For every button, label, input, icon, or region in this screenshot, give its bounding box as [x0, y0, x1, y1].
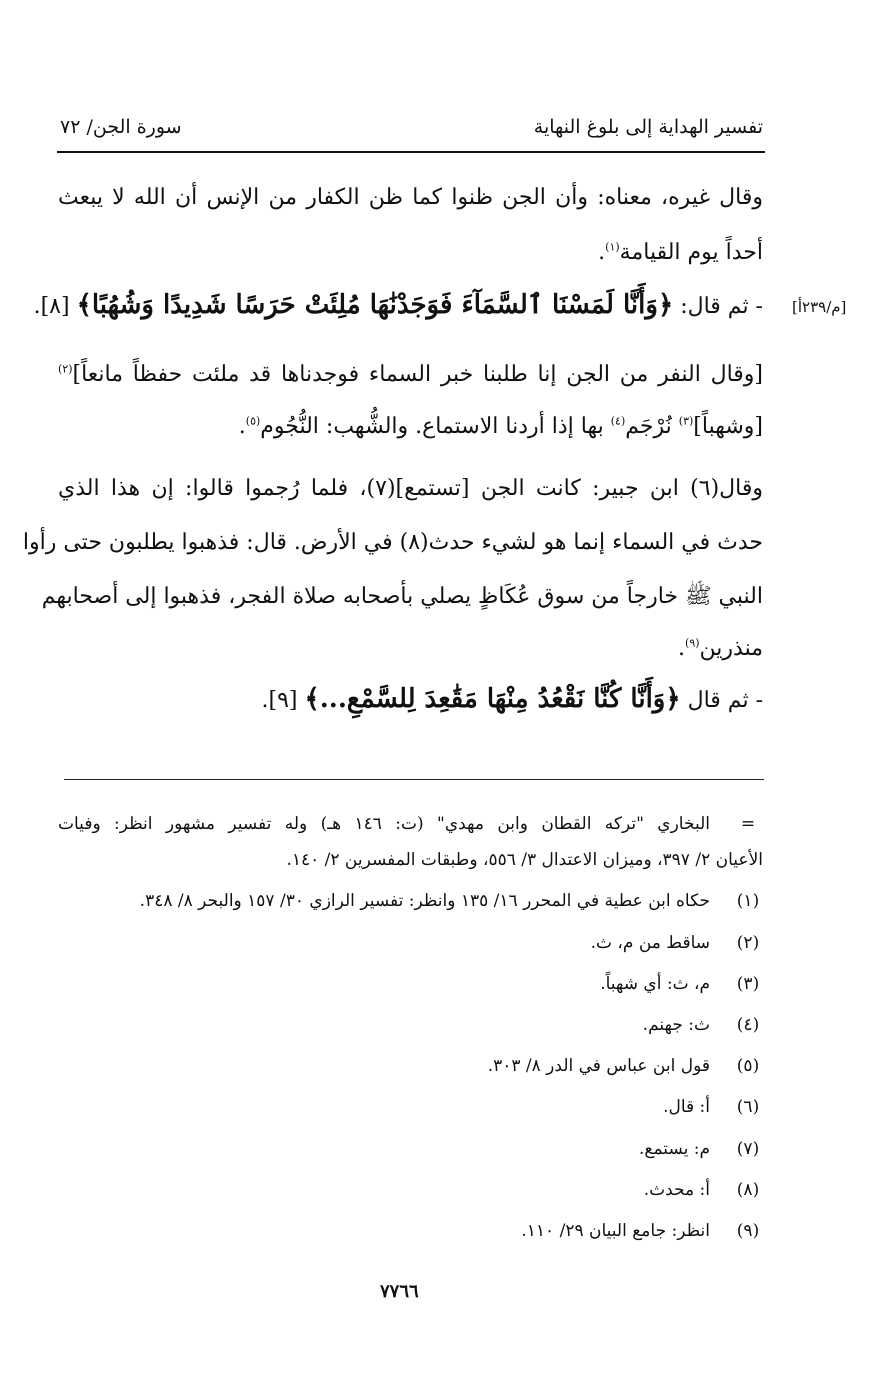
body-line: منذرين$^{(٩)}$.: [678, 636, 763, 661]
footnote-number: (٥): [736, 1056, 760, 1076]
footnote-number: (٢): [736, 933, 760, 953]
footnote-number: (٧): [736, 1139, 760, 1159]
surah-reference: سورة الجن/ ٧٢: [60, 116, 182, 138]
quran-verse: ﴿وَأَنَّا كُنَّا نَقْعُدُ مِنْهَا مَقَٰعِدَ لِلسَّمْعِ...﴾: [304, 684, 681, 714]
body-line: أحداً يوم القيامة$^{(١)}$.: [598, 240, 763, 265]
footnote-number: (٦): [736, 1097, 760, 1117]
footnote-number: (٨): [736, 1180, 760, 1200]
body-text: [وشهباً]: [693, 414, 763, 439]
footnote-number: (٤): [736, 1015, 760, 1035]
footnote-marker: (٥): [245, 414, 261, 428]
footnote-text: أ: قال.: [663, 1097, 710, 1117]
footnote-separator: [64, 779, 764, 780]
body-text: [وقال النفر من الجن إنا طلبنا خبر السماء فوجدناها قد ملئت حفظاً مانعاً]: [72, 362, 763, 387]
footnote-continuation-marker: =: [740, 814, 756, 834]
body-text: أحداً يوم القيامة: [619, 240, 763, 265]
body-line: وقال(٦) ابن جبير: كانت الجن [تستمع](٧)، فلما رُجموا قالوا: إن هذا الذي: [58, 476, 763, 501]
body-line: [وشهباً]$^{(٣)}$ نُرْجَم$^{(٤)}$ بها إذا أردنا الاستماع. والشُّهب: النُّجُوم$^{(٥)}$.: [238, 414, 763, 439]
footnote-marker: (٤): [610, 414, 626, 428]
body-line: النبي ﷺ خارجاً من سوق عُكَاظٍ يصلي بأصحابه صلاة الفجر، فذهبوا إلى أصحابهم: [41, 584, 763, 609]
footnote-marker: (١): [605, 240, 620, 254]
footnote-number: (١): [736, 891, 760, 911]
footnote-number: (٣): [736, 974, 760, 994]
footnote-text: ساقط من م، ث.: [590, 933, 710, 953]
footnote-text: قول ابن عباس في الدر ٨/ ٣٠٣.: [487, 1056, 710, 1076]
verse-line: [262, 684, 763, 714]
header-rule: [57, 151, 765, 153]
footnote-marker: (٩): [685, 636, 700, 650]
footnote-text: م، ث: أي شهباً.: [600, 974, 710, 994]
verse-intro: - ثم قال:: [680, 294, 763, 319]
body-line: حدث في السماء إنما هو لشيء حدث(٨) في الأرض. قال: فذهبوا يطلبون حتى رأوا: [22, 530, 763, 555]
footnote-text: حكاه ابن عطية في المحرر ١٦/ ١٣٥ وانظر: تفسير الرازي ٣٠/ ١٥٧ والبحر ٨/ ٣٤٨.: [139, 891, 710, 911]
footnote-text: ث: جهنم.: [642, 1015, 710, 1035]
manuscript-margin-ref: [م/٢٣٩أ]: [792, 298, 847, 316]
footnote-text: أ: محدث.: [643, 1180, 710, 1200]
body-text: منذرين: [699, 636, 763, 661]
verse-ref: [٩].: [261, 688, 298, 713]
footnote-marker: (٢): [58, 362, 73, 376]
verse-line: [34, 290, 763, 320]
footnote-line: البخاري "تركه القطان وابن مهدي" (ت: ١٤٦ هـ) وله تفسير مشهور انظر: وفيات: [58, 814, 710, 834]
quran-verse: ﴿وَأَنَّا لَمَسْنَا ٱلسَّمَآءَ فَوَجَدْنَٰهَا مُلِئَتْ حَرَسًا شَدِيدًا وَشُهُبًا﴾: [76, 290, 674, 320]
verse-ref: [٨].: [33, 294, 70, 319]
footnote-line: الأعيان ٢/ ٣٩٧، وميزان الاعتدال ٣/ ٥٥٦، وطبقات المفسرين ٢/ ١٤٠.: [286, 850, 763, 870]
book-title: تفسير الهداية إلى بلوغ النهاية: [533, 116, 763, 138]
body-text: نُرْجَم: [625, 414, 672, 439]
footnote-marker: (٣): [678, 414, 694, 428]
page-number: ٧٧٦٦: [380, 1281, 419, 1302]
footnote-text: م: يستمع.: [639, 1139, 710, 1159]
verse-intro: - ثم قال: [687, 688, 763, 713]
body-line: وقال غيره، معناه: وأن الجن ظنوا كما ظن الكفار من الإنس أن الله لا يبعث: [58, 185, 763, 210]
body-line: [58, 362, 763, 387]
footnote-number: (٩): [736, 1221, 760, 1241]
body-text: بها إذا أردنا الاستماع. والشُّهب: النُّجُوم: [260, 414, 604, 439]
footnote-text: انظر: جامع البيان ٢٩/ ١١٠.: [521, 1221, 710, 1241]
